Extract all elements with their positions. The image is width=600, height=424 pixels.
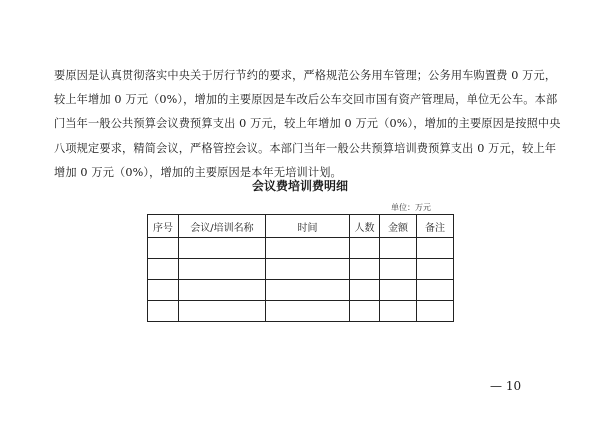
page-number: — 10 (490, 379, 522, 393)
table-cell (350, 238, 380, 259)
body-line: 要原因是认真贯彻落实中央关于厉行节约的要求，严格规范公务用车管理；公务用车购置费 0 万元， (54, 69, 557, 82)
table-cell (179, 238, 266, 259)
body-paragraph (54, 64, 561, 185)
table-cell (417, 238, 454, 259)
header-time: 时间 (266, 215, 350, 238)
table-row (148, 238, 454, 259)
header-people: 人数 (350, 215, 380, 238)
unit-label: 单位：万元 (391, 203, 431, 212)
table-cell (417, 280, 454, 301)
table-cell (179, 259, 266, 280)
table-cell (179, 280, 266, 301)
table-cell (179, 301, 266, 322)
meeting-training-table (147, 214, 454, 322)
header-index: 序号 (148, 215, 179, 238)
table-cell (148, 238, 179, 259)
table-cell (380, 238, 417, 259)
table-cell (417, 301, 454, 322)
table-row (148, 280, 454, 301)
table-cell (266, 238, 350, 259)
table-cell (380, 259, 417, 280)
table-cell (350, 280, 380, 301)
header-remark: 备注 (417, 215, 454, 238)
table-cell (148, 259, 179, 280)
table-row (148, 301, 454, 322)
table-cell (148, 301, 179, 322)
header-name: 会议/培训名称 (179, 215, 266, 238)
body-line: 八项规定要求，精简会议，严格管控会议。本部门当年一般公共预算培训费预算支出 0 万元，较上年 (54, 141, 557, 155)
table-cell (380, 280, 417, 301)
body-line: 增加 0 万元（0%），增加的主要原因是本年无培训计划。 (54, 165, 342, 179)
body-line: 门当年一般公共预算会议费预算支出 0 万元，较上年增加 0 万元（0%），增加的主要原因是按照中央 (54, 117, 561, 131)
table-cell (350, 259, 380, 280)
table-cell (380, 301, 417, 322)
table-header-row (148, 215, 454, 238)
table-cell (417, 259, 454, 280)
table-title: 会议费培训费明细 (251, 179, 348, 193)
table-cell (350, 301, 380, 322)
table-cell (148, 280, 179, 301)
table-cell (266, 301, 350, 322)
body-line: 较上年增加 0 万元（0%），增加的主要原因是车改后公车交回市国有资产管理局，单位无公车。本部 (54, 93, 558, 107)
table-cell (266, 259, 350, 280)
table-cell (266, 280, 350, 301)
table-row (148, 259, 454, 280)
header-amount: 金额 (380, 215, 417, 238)
